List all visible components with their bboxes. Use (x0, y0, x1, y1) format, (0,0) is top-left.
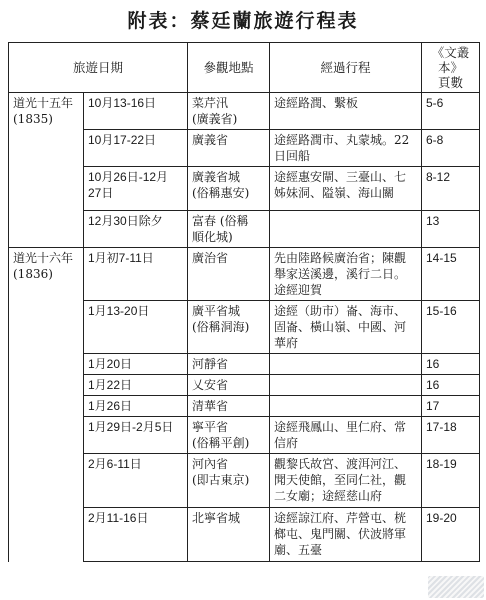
place-cell: 富春 (俗稱 順化城) (188, 211, 270, 248)
pages-cell: 17-18 (422, 417, 480, 454)
date-cell: 1月20日 (84, 354, 188, 375)
route-cell (270, 396, 422, 417)
route-cell (270, 354, 422, 375)
pages-cell: 17 (422, 396, 480, 417)
pages-cell: 14-15 (422, 248, 480, 301)
route-cell: 先由陸路候廣治省；陳觀 舉家送溪邊，溪行二日。 途經迎賀 (270, 248, 422, 301)
place-cell: 北寧省城 (188, 508, 270, 562)
pages-cell: 13 (422, 211, 480, 248)
route-cell: 途經路潤市、丸蒙城。22 日回船 (270, 130, 422, 167)
place-cell: 廣平省城 (俗稱洞海) (188, 301, 270, 354)
place-cell: 廣義省城 (俗稱惠安) (188, 167, 270, 211)
date-cell: 1月29日-2月5日 (84, 417, 188, 454)
route-cell: 途經飛鳳山、里仁府、常 信府 (270, 417, 422, 454)
table-row (9, 93, 480, 130)
place-cell: 菜芹汛 (廣義省) (188, 93, 270, 130)
route-cell (270, 211, 422, 248)
year-cell: 道光十五年 (1835) (9, 93, 84, 248)
date-cell: 1月13-20日 (84, 301, 188, 354)
header-route: 經過行程 (270, 43, 422, 93)
place-cell: 廣治省 (188, 248, 270, 301)
date-cell: 12月30日除夕 (84, 211, 188, 248)
date-cell: 2月11-16日 (84, 508, 188, 562)
route-cell: 途經路潤、繫板 (270, 93, 422, 130)
route-cell (270, 375, 422, 396)
date-cell: 10月13-16日 (84, 93, 188, 130)
pages-cell: 18-19 (422, 454, 480, 508)
pages-cell: 6-8 (422, 130, 480, 167)
place-cell: 乂安省 (188, 375, 270, 396)
pages-cell: 8-12 (422, 167, 480, 211)
pages-cell: 19-20 (422, 508, 480, 562)
table-body (9, 93, 480, 562)
date-cell: 1月22日 (84, 375, 188, 396)
place-cell: 河靜省 (188, 354, 270, 375)
route-cell: 途經（助市）崙、海市、 固崙、橫山嶺、中國、河 華府 (270, 301, 422, 354)
place-cell: 廣義省 (188, 130, 270, 167)
pages-cell: 5-6 (422, 93, 480, 130)
date-cell: 10月26日-12月 27日 (84, 167, 188, 211)
date-cell: 2月6-11日 (84, 454, 188, 508)
place-cell: 清華省 (188, 396, 270, 417)
pages-cell: 16 (422, 354, 480, 375)
table-header-row (9, 43, 480, 93)
watermark-stamp (428, 576, 484, 598)
header-dates: 旅遊日期 (9, 43, 188, 93)
table-row (9, 248, 480, 301)
date-cell: 1月26日 (84, 396, 188, 417)
pages-cell: 16 (422, 375, 480, 396)
date-cell: 1月初7-11日 (84, 248, 188, 301)
route-cell: 途經諒江府、芹營屯、桄 榔屯、鬼門關、伏波將軍 廟、五臺 (270, 508, 422, 562)
header-place: 參觀地點 (188, 43, 270, 93)
route-cell: 觀黎氏故宮、渡洱河江、 聞天使館，至同仁社，觀 二女廟；途經慈山府 (270, 454, 422, 508)
date-cell: 10月17-22日 (84, 130, 188, 167)
pages-cell: 15-16 (422, 301, 480, 354)
route-cell: 途經惠安閘、三臺山、七 姊妹洞、隘嶺、海山關 (270, 167, 422, 211)
year-cell: 道光十六年 (1836) (9, 248, 84, 562)
page-title: 附表：蔡廷蘭旅遊行程表 (127, 10, 359, 32)
header-pages: 《文叢本》 頁數 (422, 43, 480, 93)
itinerary-table (8, 42, 480, 562)
place-cell: 河內省 (即古東京) (188, 454, 270, 508)
place-cell: 寧平省 (俗稱平創) (188, 417, 270, 454)
